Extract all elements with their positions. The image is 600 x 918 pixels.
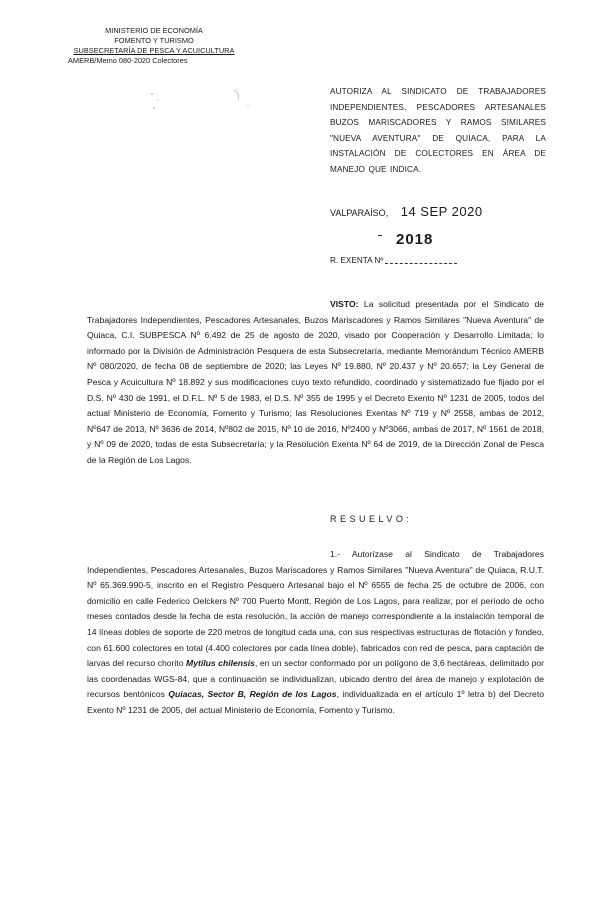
article-1-text-c: , individualizada en el artículo 1º letra b) del Decreto Exento Nº 1231 de 2005, del actual Ministerio de Economía, Fomento y Turismo. [87, 689, 544, 715]
resuelvo-heading: RESUELVO: [330, 514, 413, 524]
visto-section [87, 297, 544, 469]
ministry-header [54, 26, 254, 66]
resolution-number-stamp: 2018 [396, 231, 434, 248]
article-1-paragraph [87, 547, 544, 719]
memo-reference: AMERB/Memo 080-2020 Colectores [68, 56, 188, 65]
number-fill-line [385, 263, 457, 264]
stamp-tick [378, 235, 382, 236]
visto-paragraph [87, 297, 544, 469]
place-date-line [330, 204, 483, 219]
resolution-number-line [330, 256, 457, 265]
species-name: Mytilus chilensis [186, 658, 255, 669]
resolution-label: R. EXENTA Nº [330, 256, 384, 265]
resolution-date-stamp: 14 SEP 2020 [400, 204, 483, 219]
visto-text: La solicitud presentada por el Sindicato de Trabajadores Independientes, Pescadores Artesanales, Buzos Mariscadores y Ramos Similares "Nueva Aventura" de Quiaca, C.I. SUBPESCA Nº 6.492 de 25 de agosto de 2020, visado por Cooperación y Desarrollo Limitada; lo informado por la División de Administración Pesquera de esta Subsecretaría, mediante Memorándum Técnico AMERB Nº 080/2020, de fecha 08 de septiembre de 2020; las Leyes Nº 19.880, Nº 20.437 y Nº 20.657; la Ley General de Pesca y Acuicultura Nº 18.892 y sus modificaciones cuyo texto refundido, coordinado y sistematizado fue fijado por el D.S. Nº 430 de 1991, el D.F.L. Nº 5 de 1983, el D.S. Nº 355 de 1995 y el Decreto Exento Nº 1231 de 2005, todos del actual Ministerio de Economía, Fomento y Turismo; las Resoluciones Exentas Nº 719 y Nº 2558, ambas de 2012, Nº647 de 2013, Nº 3636 de 2014, Nº802 de 2015, Nº 10 de 2016, Nº2400 y Nº3066, ambas de 2017, Nº 1561 de 2018, y Nº 09 de 2020, todas de esta Subsecretaría; y la Resolución Exenta Nº 64 de 2019, de la Dirección Zonal de Pesca de la Región de Los Lagos. [87, 299, 544, 465]
undersecretariat-name: SUBSECRETARÍA DE PESCA Y ACUICULTURA [73, 46, 235, 55]
article-1-text-a: 1.- Autorízase al Sindicato de Trabajadores Independientes, Pescadores Artesanales, Buzos Mariscadores y Ramos Similares "Nueva Aventura" de Quiaca, R.U.T. Nº 65.369.990-5, inscrito en el Registro Pesquero Artesanal bajo el Nº 6555 de fecha 25 de octubre de 2006, con domicilio en calle Federico Oelckers Nº 700 Puerto Montt, Región de Los Lagos, para realizar, por el período de ocho meses contados desde la fecha de esta resolución, la acción de manejo correspondiente a la instalación temporal de 14 líneas dobles de soporte de 220 metros de longitud cada una, con sus respectivas estructuras de flotación y fondeo, con 61.600 colectores en total (4.400 colectores por cada línea doble), fabricados con red de pesca, para captación de larvas del recurso chorito [87, 549, 544, 669]
ministry-name: MINISTERIO DE ECONOMÍA [105, 26, 203, 35]
visto-heading: VISTO: [330, 299, 359, 309]
ministry-subname: FOMENTO Y TURISMO [114, 36, 194, 45]
area-name: Quiacas, Sector B, Región de los Lagos [168, 689, 337, 700]
article-1-section [87, 547, 544, 719]
resolution-subject: AUTORIZA AL SINDICATO DE TRABAJADORES INDEPENDIENTES, PESCADORES ARTESANALES BUZOS MARISCADORES Y RAMOS SIMILARES "NUEVA AVENTURA" DE QUIACA, PARA LA INSTALACIÓN DE COLECTORES EN ÁREA DE MANEJO QUE INDICA. [330, 87, 546, 174]
place-city: VALPARAÍSO, [330, 208, 389, 218]
scan-smudge-mark [148, 86, 268, 116]
article-1-text-b: , en un sector conformado por un polígono de 3,6 hectáreas, delimitado por las coordenadas WGS-84, que a continuación se individualizan, ubicado dentro del área de manejo y explotación de recursos bentónicos [87, 658, 544, 700]
